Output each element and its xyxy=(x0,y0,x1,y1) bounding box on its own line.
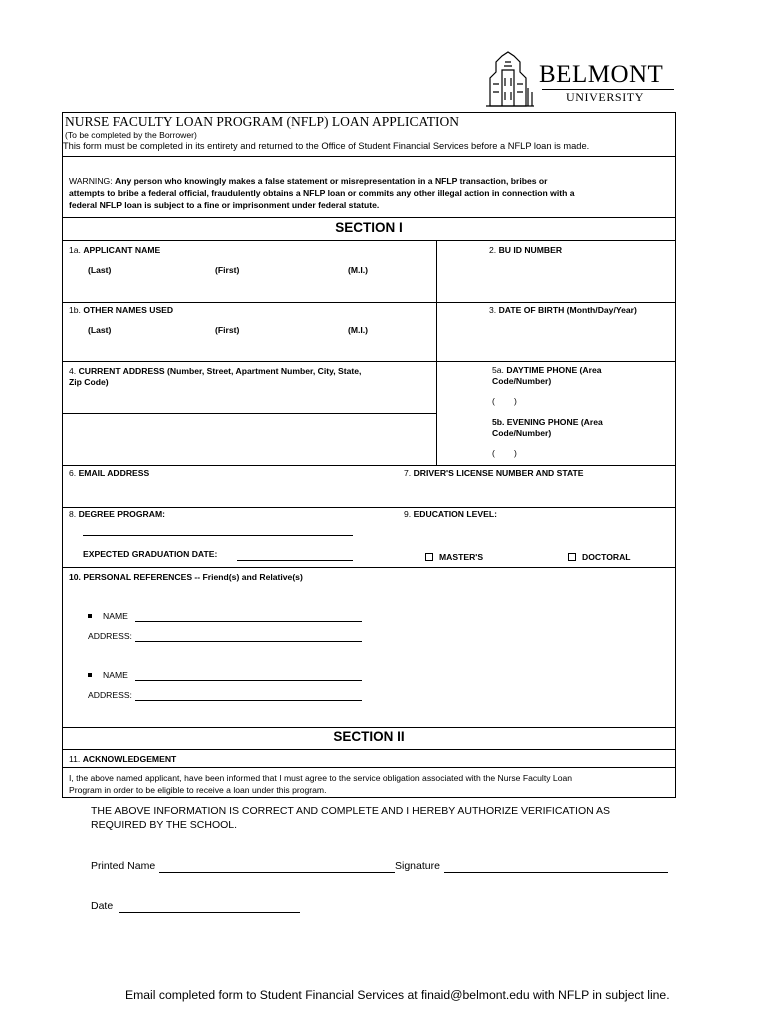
warning-line-2: attempts to bribe a federal official, fraudulently obtains a NFLP loan or commits any other illegal action in connection with a xyxy=(69,188,575,198)
warning-line-1: WARNING: Any person who knowingly makes a false statement or misrepresentation in a NFLP transaction, bribes or xyxy=(69,176,548,186)
field-10-label: 10. PERSONAL REFERENCES -- Friend(s) and Relative(s) xyxy=(69,572,303,582)
divider xyxy=(62,156,676,157)
form-subtitle: (To be completed by the Borrower) xyxy=(65,130,197,140)
divider xyxy=(62,507,676,508)
field-1a-mi: (M.I.) xyxy=(348,265,369,275)
printed-name-line[interactable] xyxy=(159,872,395,873)
signature-line[interactable] xyxy=(444,872,668,873)
reference-1-name: NAME xyxy=(88,611,128,621)
field-4-label-line-1: 4. CURRENT ADDRESS (Number, Street, Apartment Number, City, State, xyxy=(69,366,362,376)
divider xyxy=(62,749,676,750)
divider xyxy=(62,465,676,466)
field-2-label: 2. BU ID NUMBER xyxy=(489,245,563,255)
reference-2-address-label: ADDRESS: xyxy=(88,690,132,700)
bullet-icon xyxy=(88,673,92,677)
field-1a-first: (First) xyxy=(215,265,240,275)
drivers-license-input[interactable] xyxy=(404,482,674,506)
section-2-title: SECTION II xyxy=(333,729,405,744)
field-3-label: 3. DATE OF BIRTH (Month/Day/Year) xyxy=(489,305,637,315)
bullet-icon xyxy=(88,614,92,618)
form-instruction: This form must be completed in its entirety and returned to the Office of Student Financial Services before a NFLP loan is made. xyxy=(63,141,590,151)
acknowledgement-line-1: I, the above named applicant, have been informed that I must agree to the service obligation associated with the Nurse Faculty Loan xyxy=(69,773,573,783)
field-5b-label-line-2: Code/Number) xyxy=(492,428,552,438)
column-divider xyxy=(436,240,437,465)
field-9-label: 9. EDUCATION LEVEL: xyxy=(404,509,497,519)
graduation-date-label: EXPECTED GRADUATION DATE: xyxy=(83,549,218,559)
field-1b-mi: (M.I.) xyxy=(348,325,369,335)
reference-2-name-line[interactable] xyxy=(135,680,362,681)
reference-1-address-line[interactable] xyxy=(135,641,362,642)
doctoral-option[interactable]: DOCTORAL xyxy=(568,552,631,562)
divider xyxy=(62,302,676,303)
field-1b-last: (Last) xyxy=(88,325,112,335)
divider xyxy=(62,217,676,218)
date-label: Date xyxy=(91,900,114,912)
divider xyxy=(62,727,676,728)
reference-1-address-label: ADDRESS: xyxy=(88,631,132,641)
divider xyxy=(62,240,676,241)
doctoral-checkbox[interactable] xyxy=(568,553,576,561)
masters-option[interactable]: MASTER'S xyxy=(425,552,483,562)
certification-line-2: REQUIRED BY THE SCHOOL. xyxy=(91,819,238,831)
field-5b-label-line-1: 5b. EVENING PHONE (Area xyxy=(492,417,603,427)
other-names-input[interactable] xyxy=(63,310,435,360)
degree-program-line[interactable] xyxy=(83,535,353,536)
certification-line-1: THE ABOVE INFORMATION IS CORRECT AND COMPLETE AND I HEREBY AUTHORIZE VERIFICATION AS xyxy=(91,805,611,817)
field-5a-label-line-2: Code/Number) xyxy=(492,376,552,386)
applicant-name-input[interactable] xyxy=(63,250,435,300)
divider xyxy=(62,567,676,568)
graduation-date-line[interactable] xyxy=(237,560,353,561)
field-6-label: 6. EMAIL ADDRESS xyxy=(69,468,150,478)
evening-phone-input[interactable]: ( ) xyxy=(492,448,517,458)
form-title: NURSE FACULTY LOAN PROGRAM (NFLP) LOAN APPLICATION xyxy=(65,114,460,129)
field-1b-first: (First) xyxy=(215,325,240,335)
field-1a-last: (Last) xyxy=(88,265,112,275)
field-4-label-line-2: Zip Code) xyxy=(69,377,109,387)
daytime-phone-input[interactable]: ( ) xyxy=(492,396,517,406)
divider xyxy=(62,413,436,414)
bu-id-input[interactable] xyxy=(438,258,675,300)
divider xyxy=(62,767,676,768)
warning-line-3: federal NFLP loan is subject to a fine or imprisonment under federal statute. xyxy=(69,200,380,210)
field-8-label: 8. DEGREE PROGRAM: xyxy=(69,509,165,519)
date-line[interactable] xyxy=(119,912,300,913)
logo-subname: UNIVERSITY xyxy=(566,90,644,104)
belmont-university-logo xyxy=(486,48,686,108)
reference-2-name: NAME xyxy=(88,670,128,680)
divider xyxy=(62,361,676,362)
logo-wordmark: BELMONT xyxy=(539,61,664,88)
tower-emblem-icon xyxy=(486,48,536,108)
printed-name-label: Printed Name xyxy=(91,860,156,872)
email-input[interactable] xyxy=(63,482,393,506)
reference-1-name-line[interactable] xyxy=(135,621,362,622)
masters-checkbox[interactable] xyxy=(425,553,433,561)
date-of-birth-input[interactable] xyxy=(438,318,675,360)
reference-2-address-line[interactable] xyxy=(135,700,362,701)
current-address-input[interactable] xyxy=(63,392,435,462)
field-7-label: 7. DRIVER'S LICENSE NUMBER AND STATE xyxy=(404,468,584,478)
field-5a-label-line-1: 5a. DAYTIME PHONE (Area xyxy=(492,365,602,375)
signature-label: Signature xyxy=(395,860,440,872)
field-1a-label: 1a. APPLICANT NAME xyxy=(69,245,161,255)
field-11-label: 11. ACKNOWLEDGEMENT xyxy=(69,754,177,764)
field-1b-label: 1b. OTHER NAMES USED xyxy=(69,305,174,315)
footer-instruction: Email completed form to Student Financial Services at finaid@belmont.edu with NFLP in subject line. xyxy=(125,988,670,1002)
acknowledgement-line-2: Program in order to be eligible to receive a loan under this program. xyxy=(69,785,327,795)
section-1-title: SECTION I xyxy=(335,220,403,235)
